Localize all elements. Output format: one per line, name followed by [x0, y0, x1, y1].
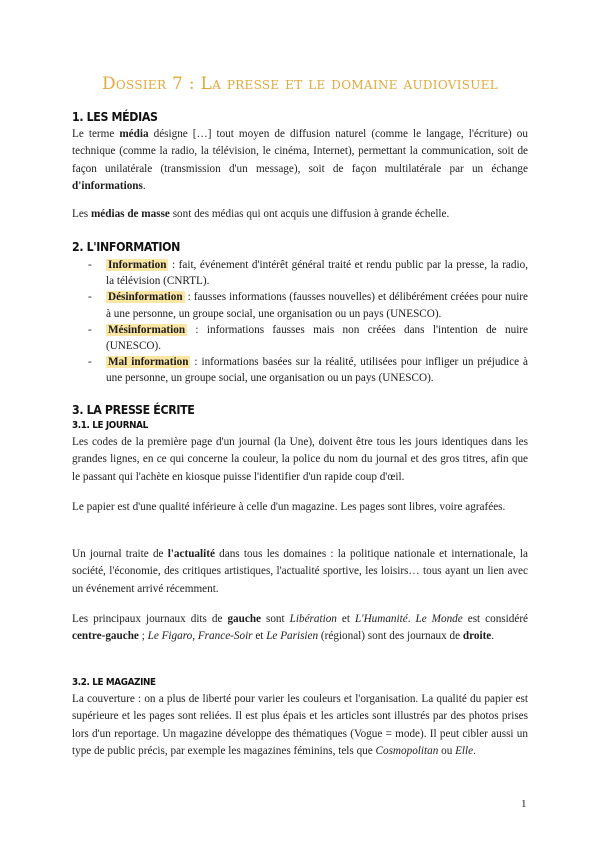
- list-item-text: : fait, événement d'intérêt général traité et rendu public par la presse, la radio, la télévision (CNRTL).: [106, 259, 528, 288]
- subsection-heading-magazine: 3.2. LE MAGAZINE: [72, 677, 156, 688]
- italic-title: Le Monde: [415, 613, 463, 625]
- text-run: ou: [438, 745, 456, 758]
- italic-title: Libération: [289, 613, 337, 625]
- italic-title: Elle: [455, 745, 474, 758]
- paragraph-journal-actualite: [72, 546, 528, 598]
- text-run: dans tous les domaines : la politique nationale et internationale, la société, l'économie, des critiques artistiques, l'actualité sportive, les loisirs… tous ayant un lien avec un événement arrivé récemment.: [72, 548, 528, 595]
- list-item: - Mal information : informations basées sur la réalité, utilisées pour infliger un préjudice à une personne, un groupe social, une organisation ou un pays (UNESCO).: [88, 356, 528, 385]
- text-run: La couverture : on a plus de liberté pour varier les couleurs et l'organisation. La qualité du papier est supérieure et les pages sont reliées. Il est plus épais et les articles sont illustrés par des photos prises lors d'un reportage. Un magazine développe des thématiques (Vogue = mode). Il peut cibler aussi un type de public précis, par exemple les magazines féminins, tels que: [72, 693, 528, 758]
- text-run: .: [142, 180, 146, 193]
- italic-title: L'Humanité: [354, 613, 408, 625]
- paragraph-journal-papier: [72, 499, 528, 516]
- text-run: Le papier est d'une qualité inférieure à celle d'un magazine. Les pages sont libres, voire agrafées.: [72, 501, 506, 513]
- highlighted-term: Mal information: [108, 356, 189, 369]
- section-heading-information: 2. L'INFORMATION: [72, 240, 180, 254]
- text-run: et: [252, 630, 267, 643]
- text-run: Les principaux journaux dits de: [72, 613, 228, 625]
- text-run: Le terme: [72, 128, 120, 140]
- section-heading-medias: 1. LES MÉDIAS: [72, 110, 158, 124]
- text-run: Un journal traite de: [72, 548, 168, 560]
- list-item: - Information : fait, événement d'intérêt général traité et rendu public par la presse, la radio, la télévision (CNRTL).: [88, 259, 528, 288]
- paragraph-journal-une: [72, 434, 528, 486]
- italic-title: Cosmopolitan: [375, 745, 439, 758]
- text-run: est considéré: [462, 613, 529, 625]
- paragraph-media-definition: [72, 126, 528, 196]
- list-item: - Mésinformation : informations fausses mais non créées dans l'intention de nuire (UNESCO).: [88, 323, 528, 353]
- text-run: désigne […] tout moyen de diffusion naturel (comme le langage, l'écriture) ou technique (comme la radio, la télévision, le cinéma, Internet), permettant la communication, soit de façon unilatérale (transmission d'un message), soit de façon multilatérale par un échange: [72, 128, 528, 175]
- bold-term: médias de masse: [90, 208, 170, 220]
- italic-title: Le Figaro, France-Soir: [147, 630, 253, 643]
- paragraph-mass-media: [72, 206, 528, 223]
- highlighted-term: Information: [108, 259, 167, 271]
- paragraph-journaux-politique: [72, 611, 528, 646]
- text-run: (régional) sont des journaux de: [318, 630, 463, 643]
- text-run: .: [491, 630, 495, 643]
- list-item-text: : informations fausses mais non créées dans l'intention de nuire (UNESCO).: [106, 323, 528, 353]
- bold-term: d'informations: [72, 180, 143, 193]
- section-heading-presse-ecrite: 3. LA PRESSE ÉCRITE: [72, 403, 195, 417]
- bold-term: centre-gauche: [72, 630, 139, 643]
- italic-title: Le Parisien: [266, 630, 319, 643]
- text-run: sont des médias qui ont acquis une diffusion à grande échelle.: [169, 208, 450, 220]
- highlighted-term: Désinformation: [108, 291, 183, 304]
- text-run: .: [407, 613, 416, 625]
- list-item-text: : fausses informations (fausses nouvelles) et délibérément créées pour nuire à une personne, un groupe social, une organisation ou un pays (UNESCO).: [106, 291, 528, 320]
- information-definitions-list: [88, 257, 528, 387]
- bold-term: gauche: [227, 613, 261, 625]
- text-run: et: [336, 613, 355, 625]
- subsection-heading-journal: 3.1. LE JOURNAL: [72, 420, 148, 431]
- bold-term: média: [119, 128, 149, 140]
- bold-term: l'actualité: [167, 548, 215, 560]
- text-run: .: [473, 745, 476, 758]
- page-number: 1: [521, 798, 527, 810]
- text-run: ;: [138, 630, 148, 643]
- document-title: Dossier 7 : La presse et le domaine audiovisuel: [101, 74, 499, 94]
- paragraph-magazine: [72, 691, 528, 761]
- bold-term: droite: [462, 630, 492, 643]
- text-run: Les codes de la première page d'un journal (la Une), doivent être tous les jours identiques dans les grandes lignes, en ce qui concerne la couleur, la police du nom du journal et des gros titres, afin que le passant qui l'achète en kiosque puisse l'identifier d'un rapide coup d'œil.: [72, 436, 528, 483]
- text-run: Les: [72, 208, 91, 220]
- list-item-text: : informations basées sur la réalité, utilisées pour infliger un préjudice à une personne, un groupe social, une organisation ou un pays (UNESCO).: [106, 356, 528, 385]
- highlighted-term: Mésinformation: [108, 323, 186, 336]
- text-run: sont: [261, 613, 290, 625]
- list-item: - Désinformation : fausses informations (fausses nouvelles) et délibérément créées pour nuire à une personne, un groupe social, une organisation ou un pays (UNESCO).: [88, 291, 528, 320]
